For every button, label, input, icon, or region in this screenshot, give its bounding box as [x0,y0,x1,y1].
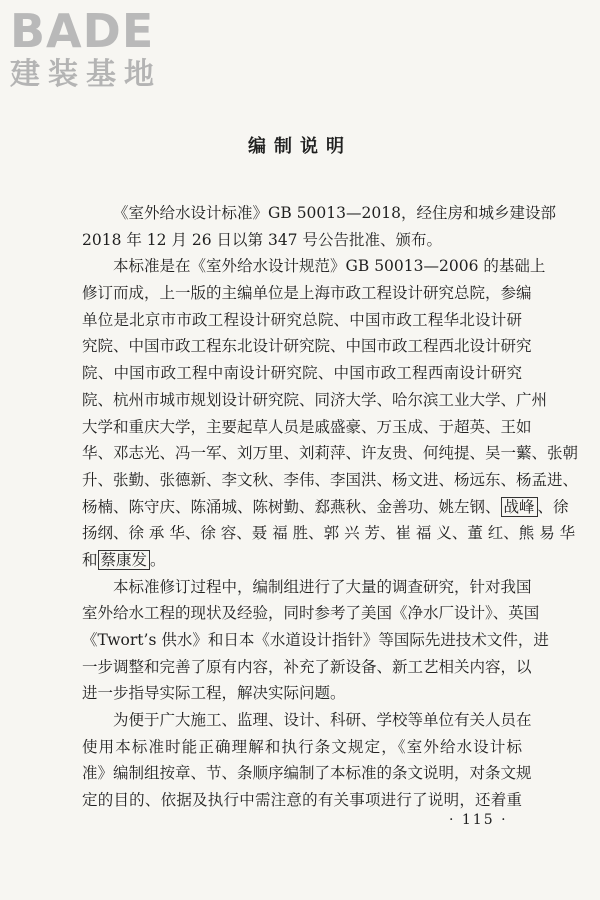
paragraph-1-line-2: 2018 年 12 月 26 日以第 347 号公告批准、颁布。 [82,230,442,249]
paragraph-4-line-3: 准》编制组按章、节、条顺序编制了本标准的条文说明，对条文规 [82,764,532,783]
paragraph-2-line-1: 本标准是在《室外给水设计规范》GB 50013—2006 的基础上 [113,257,546,276]
paragraph-1-line-1: 《室外给水设计标准》GB 50013—2018，经住房和城乡建设部 [113,204,556,222]
paragraph-3-line-5: 进一步指导实际工程，解决实际问题。 [82,684,346,703]
paragraph-4-line-2: 使用本标准时能正确理解和执行条文规定，《室外给水设计标 [82,737,522,756]
paragraph-4-line-4: 定的目的、依据及执行中需注意的有关事项进行了说明，还着重 [82,791,522,810]
paragraph-2-line-12-suffix: 。 [150,550,166,569]
paragraph-2-line-10 [82,494,569,521]
paragraph-3-line-2: 室外给水工程的现状及经验，同时参考了美国《净水厂设计》、英国 [82,604,540,623]
page-number: · 115 · [449,812,508,828]
boxed-name-caikangfa: 蔡康发 [98,550,151,570]
paragraph-4-line-1: 为便于广大施工、监理、设计、科研、学校等单位有关人员在 [113,711,532,730]
paragraph-2-line-9: 升、张勤、张德新、李文秋、李伟、李国洪、杨文进、杨远东、杨孟进、 [82,470,579,489]
watermark-logo-text: BADE [10,4,155,58]
paragraph-2-line-4: 究院、中国市政工程东北设计研究院、中国市政工程西北设计研究 [82,337,532,356]
paragraph-2-line-3: 单位是北京市市政工程设计研究总院、中国市政工程华北设计研 [82,310,522,329]
paragraph-2-line-2: 修订而成，上一版的主编单位是上海市政工程设计研究总院，参编 [82,284,532,303]
boxed-name-zhanfeng: 战峰 [501,497,538,517]
paragraph-3-line-4: 一步调整和完善了原有内容，补充了新设备、新工艺相关内容，以 [82,657,532,676]
watermark-subtitle: 建装基地 [10,57,162,92]
paragraph-2-line-5: 院、中国市政工程中南设计研究院、中国市政工程西南设计研究 [82,364,522,383]
page-title: 编制说明 [248,136,352,157]
watermark-logo [10,6,185,96]
paragraph-3-line-3: 《Twort’s 供水》和日本《水道设计指针》等国际先进技术文件，进 [82,631,549,649]
paragraph-2-line-7: 大学和重庆大学，主要起草人员是戚盛豪、万玉成、于超英、王如 [82,417,532,436]
paragraph-2-line-11: 扬纲、徐 承 华、徐 容、聂 福 胜、郭 兴 芳、崔 福 义、董 红、熊 易 华 [82,524,576,543]
body-text [82,200,579,814]
paragraph-2-line-10-after: 、徐 [537,497,569,516]
paragraph-2-line-12 [82,547,522,574]
paragraph-2-line-10-before: 杨楠、陈守庆、陈涌城、陈树勤、郄燕秋、金善功、姚左钢、 [82,497,501,516]
paragraph-2-line-12-prefix: 和 [82,550,98,569]
paragraph-2-line-8: 华、邓志光、冯一军、刘万里、刘莉萍、许友贵、何纯提、吴一蘩、张朝 [82,444,579,463]
paragraph-2-line-6: 院、杭州市城市规划设计研究院、同济大学、哈尔滨工业大学、广州 [82,390,548,409]
paragraph-3-line-1: 本标准修订过程中，编制组进行了大量的调查研究，针对我国 [113,577,532,596]
